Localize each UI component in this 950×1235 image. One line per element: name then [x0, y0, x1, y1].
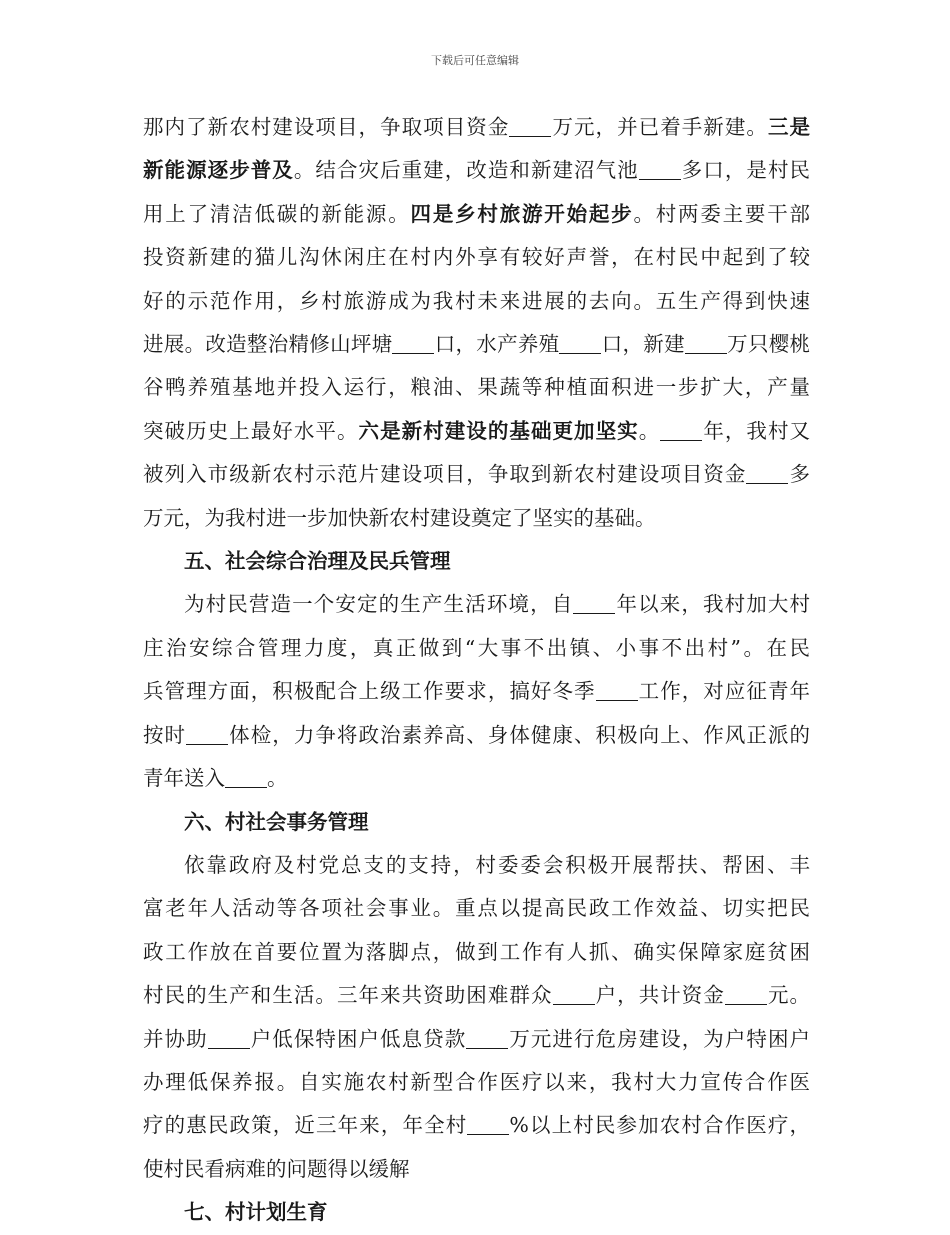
text-segment: 青年送入 [143, 766, 225, 791]
text-segment: 用上了清洁低碳的新能源。 [143, 201, 411, 226]
text-segment: 。 [267, 766, 288, 791]
text-segment: 五、社会综合治理及民兵管理 [184, 549, 451, 574]
text-line [143, 236, 810, 279]
fill-blank [660, 419, 702, 441]
text-line [143, 106, 810, 149]
text-line [143, 323, 810, 366]
text-segment: 庄治安综合管理力度，真正做到“大事不出镇、小事不出村”。在民 [143, 635, 810, 660]
page-header: 下载后可任意编辑 [431, 54, 519, 67]
text-line [143, 453, 810, 496]
fill-blank [596, 680, 638, 702]
text-segment: 疗的惠民政策，近三年来，年全村 [143, 1113, 468, 1138]
fill-blank [208, 1027, 250, 1049]
text-line [143, 931, 810, 974]
text-segment: 被列入市级新农村示范片建设项目，争取到新农村建设项目资金 [143, 462, 747, 487]
text-segment: 富老年人活动等各项社会事业。重点以提高民政工作效益、切实把民 [143, 896, 810, 921]
text-segment: 口，新建 [601, 332, 685, 357]
text-line [143, 149, 810, 192]
fill-blank [685, 333, 727, 355]
text-segment: 七、村计划生育 [184, 1200, 328, 1225]
text-segment: 投资新建的猫儿沟休闲庄在村内外享有较好声誉，在村民中起到了较 [143, 245, 810, 270]
fill-blank [553, 984, 595, 1006]
text-segment: 体检，力争将政治素养高、身体健康、积极向上、作风正派的 [228, 722, 811, 747]
bold-text: 四是乡村旅游开始起步 [410, 201, 634, 226]
fill-blank [186, 723, 228, 745]
text-segment: 按时 [143, 722, 187, 747]
text-segment: 。 [638, 418, 661, 443]
text-segment: 万元，为我村进一步加快新农村建设奠定了坚实的基础。 [143, 505, 656, 530]
text-line [143, 974, 810, 1017]
document-body [143, 106, 810, 1235]
text-segment: 户低保特困户低息贷款 [249, 1026, 467, 1051]
text-segment: 工作，对应征青年 [637, 679, 811, 704]
text-line [143, 627, 810, 670]
text-segment: 多 [788, 462, 811, 487]
text-segment: 并协助 [143, 1026, 208, 1051]
text-segment: 万元进行危房建设，为户特困户 [508, 1026, 811, 1051]
text-line [143, 757, 810, 800]
text-segment: 户，共计资金 [594, 983, 725, 1008]
text-segment: 那内了新农村建设项目，争取项目资金 [143, 115, 510, 139]
fill-blank [639, 159, 681, 181]
text-segment: 依靠政府及村党总支的支持，村委委会积极开展帮扶、帮困、丰 [184, 852, 810, 877]
text-segment: %以上村民参加农村合作医疗， [509, 1113, 811, 1138]
text-segment: 。村两委主要干部 [633, 201, 811, 226]
text-segment: 六、村社会事务管理 [184, 809, 369, 834]
text-segment: 年以来，我村加大村 [615, 592, 811, 617]
text-segment: 为村民营造一个安定的生产生活环境，自 [184, 592, 574, 617]
bold-text: 三是 [767, 115, 811, 139]
text-line [143, 844, 810, 887]
fill-blank [225, 767, 267, 789]
text-segment: 村民的生产和生活。三年来共资助困难群众 [143, 983, 553, 1008]
text-segment: 年，我村又 [702, 418, 811, 443]
text-segment: 突破历史上最好水平。 [143, 418, 359, 443]
text-segment: 办理低保养报。自实施农村新型合作医疗以来，我村大力宣传合作医 [143, 1069, 810, 1094]
text-line [143, 193, 810, 236]
bold-text: 六是新村建设的基础更加坚实 [358, 418, 639, 443]
text-segment: 多口，是村民 [680, 158, 811, 183]
section-heading [143, 1191, 810, 1234]
fill-blank [466, 1027, 508, 1049]
text-segment: 万只樱桃 [726, 332, 811, 357]
text-line [143, 1061, 810, 1104]
text-line [143, 887, 810, 930]
text-segment: 口，水产养殖 [434, 332, 560, 357]
fill-blank [573, 593, 615, 615]
text-line [143, 366, 810, 409]
text-segment: 。结合灾后重建，改造和新建沼气池 [293, 158, 639, 183]
fill-blank [392, 333, 434, 355]
section-heading [143, 801, 810, 844]
fill-blank [559, 333, 601, 355]
fill-blank [509, 116, 551, 138]
fill-blank [467, 1114, 509, 1136]
fill-blank [746, 463, 788, 485]
text-segment: 政工作放在首要位置为落脚点，做到工作有人抓、确实保障家庭贫困 [143, 939, 810, 964]
text-line [143, 1148, 810, 1191]
text-segment: 好的示范作用，乡村旅游成为我村未来进展的去向。五生产得到快速 [143, 288, 810, 313]
text-segment: 进展。改造整治精修山坪塘 [143, 332, 393, 357]
fill-blank [725, 984, 767, 1006]
text-line [143, 410, 810, 453]
text-line [143, 1104, 810, 1147]
text-segment: 谷鸭养殖基地并投入运行，粮油、果蔬等种植面积进一步扩大，产量 [143, 375, 810, 400]
text-line [143, 714, 810, 757]
text-segment: 万元，并已着手新建。 [551, 115, 768, 139]
text-segment: 元。 [766, 983, 811, 1008]
text-line [143, 583, 810, 626]
text-line [143, 1018, 810, 1061]
text-line [143, 280, 810, 323]
text-line [143, 497, 810, 540]
bold-text: 新能源逐步普及 [143, 158, 294, 183]
section-heading [143, 540, 810, 583]
text-segment: 使村民看病难的问题得以缓解 [143, 1156, 410, 1181]
text-line [143, 670, 810, 713]
text-segment: 兵管理方面，积极配合上级工作要求，搞好冬季 [143, 679, 596, 704]
